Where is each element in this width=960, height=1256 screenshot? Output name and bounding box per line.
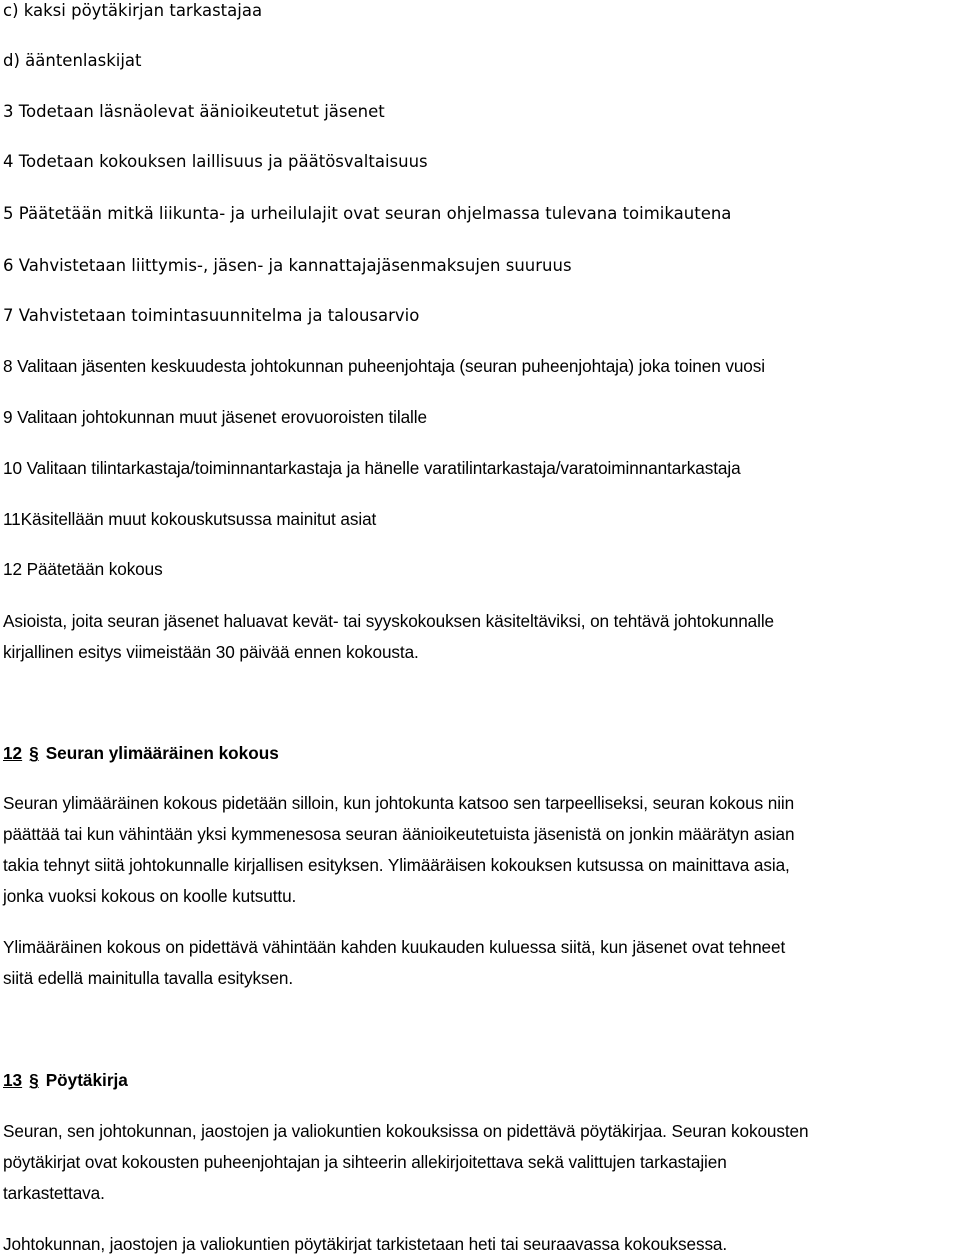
- agenda-item: 11Käsitellään muut kokouskutsussa mainitut asiat: [3, 509, 377, 529]
- section-number: 12: [3, 743, 23, 763]
- agenda-item: 6 Vahvistetaan liittymis-, jäsen- ja kannattajajäsenmaksujen suuruus: [3, 256, 572, 275]
- paragraph-line: takia tehnyt siitä johtokunnalle kirjallisen esityksen. Ylimääräisen kokouksen kutsussa on mainittava asia,: [3, 855, 790, 875]
- agenda-item: 7 Vahvistetaan toimintasuunnitelma ja talousarvio: [3, 306, 420, 325]
- agenda-item: c) kaksi pöytäkirjan tarkastajaa: [3, 1, 263, 20]
- section-heading: [3, 742, 279, 764]
- paragraph-line: siitä edellä mainitulla tavalla esityksen.: [3, 968, 294, 988]
- paragraph-line: Ylimääräinen kokous on pidettävä vähintään kahden kuukauden kuluessa siitä, kun jäsenet ovat tehneet: [3, 937, 786, 957]
- section-sign: §: [29, 743, 39, 763]
- paragraph-line: tarkastettava.: [3, 1183, 105, 1203]
- paragraph-line: jonka vuoksi kokous on koolle kutsuttu.: [3, 886, 297, 906]
- paragraph-line: pöytäkirjat ovat kokousten puheenjohtajan ja sihteerin allekirjoitettava sekä valittujen tarkastajien: [3, 1152, 727, 1172]
- paragraph-line: Seuran ylimääräinen kokous pidetään silloin, kun johtokunta katsoo sen tarpeelliseksi, seuran kokous niin: [3, 793, 795, 813]
- agenda-item: 3 Todetaan läsnäolevat äänioikeutetut jäsenet: [3, 102, 385, 121]
- section-number: 13: [3, 1070, 23, 1090]
- agenda-item: 4 Todetaan kokouksen laillisuus ja päätösvaltaisuus: [3, 152, 428, 171]
- paragraph-line: Seuran, sen johtokunnan, jaostojen ja valiokuntien kokouksissa on pidettävä pöytäkirjaa. Seuran kokousten: [3, 1121, 809, 1141]
- agenda-item: 12 Päätetään kokous: [3, 559, 163, 579]
- agenda-item: 8 Valitaan jäsenten keskuudesta johtokunnan puheenjohtaja (seuran puheenjohtaja) joka toinen vuosi: [3, 356, 765, 376]
- paragraph-line: päättää tai kun vähintään yksi kymmenesosa seuran äänioikeutetuista jäsenistä on jonkin määrätyn asian: [3, 824, 795, 844]
- agenda-item: 9 Valitaan johtokunnan muut jäsenet erovuoroisten tilalle: [3, 407, 427, 427]
- section-sign: §: [29, 1070, 39, 1090]
- paragraph-line: Asioista, joita seuran jäsenet haluavat kevät- tai syyskokouksen käsiteltäviksi, on tehtävä johtokunnalle: [3, 611, 775, 631]
- section-title: Seuran ylimääräinen kokous: [45, 743, 279, 763]
- section-title: Pöytäkirja: [45, 1070, 128, 1090]
- agenda-item: d) ääntenlaskijat: [3, 51, 142, 70]
- section-heading: [3, 1069, 128, 1091]
- agenda-item: 10 Valitaan tilintarkastaja/toiminnantarkastaja ja hänelle varatilintarkastaja/varatoiminnantarkastaja: [3, 458, 741, 478]
- agenda-item: 5 Päätetään mitkä liikunta- ja urheilulajit ovat seuran ohjelmassa tulevana toimikautena: [3, 204, 732, 223]
- paragraph-line: kirjallinen esitys viimeistään 30 päivää ennen kokousta.: [3, 642, 419, 662]
- paragraph-line: Johtokunnan, jaostojen ja valiokuntien pöytäkirjat tarkistetaan heti tai seuraavassa kokouksessa.: [3, 1234, 728, 1254]
